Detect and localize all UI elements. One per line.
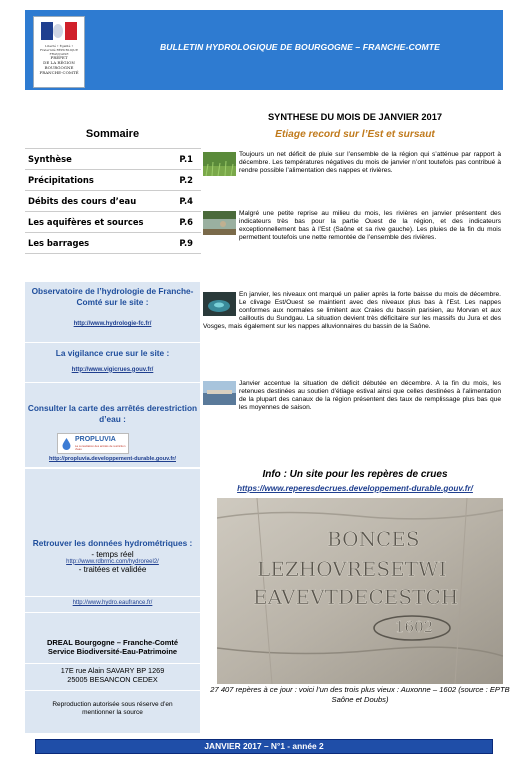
donnees-title: Retrouver les données hydrométriques : — [32, 538, 193, 548]
address-line-1: 17E rue Alain SAVARY BP 1269 — [60, 666, 165, 675]
donnees-box — [25, 538, 200, 597]
cave-water-thumbnail-icon — [203, 292, 236, 316]
donnees-realtime-label: - temps réel — [91, 549, 134, 559]
marianne-flag-icon — [41, 22, 77, 40]
flood-mark-stone-photo — [217, 498, 503, 684]
toc-item-synthese[interactable]: Synthèse P.1 — [25, 149, 201, 170]
toc-page-number: P.6 — [179, 217, 193, 227]
reproduction-box — [25, 701, 200, 725]
stone-inscription-line-3: EAVEVTDECESTCH — [253, 585, 459, 609]
toc-item-aquiferes[interactable]: Les aquifères et sources P.6 — [25, 212, 201, 233]
toc-page-number: P.4 — [179, 196, 193, 206]
paragraph-aquiferes: En janvier, les niveaux ont marqué un palier après la forte baisse du mois de décembre. Le clivage Est/Ouest se maintient avec des niveaux plus bas à l’Est. Les nappes conformes aux normales se limitent aux Craies du bassin parisien, au Morvan et aux cailloutis du Sundgau. La situation devient très déficitaire sur les massifs du Jura et des Vosges, mais également sur les nappes alluvionnaires du bassin de la Saône. — [203, 291, 501, 331]
dreal-name: DREAL Bourgogne – Franche-Comté — [46, 638, 179, 647]
vigilance-title: La vigilance crue sur le site : — [55, 348, 170, 358]
dreal-service: Service Biodiversité-Eau-Patrimoine — [47, 647, 178, 656]
paragraph-debits: Malgré une petite reprise au milieu du mois, les rivières en janvier présentent des indicateurs très bas pour la partie Ouest de la région, et des indicateurs exceptionnellement bas à l’Est (Saône et sa rive gauche). Les pluies de la fin du mois permettent toutefois une nette remontée de l’ensemble des rivières. — [203, 210, 501, 242]
vigicrues-link[interactable]: http://www.vigicrues.gouv.fr/ — [71, 366, 154, 373]
rdbrmc-link[interactable]: http://www.rdbrmc.com/hydroreel2/ — [66, 558, 159, 565]
arretes-title: Consulter la carte des arrêtés derestriction d’eau : — [27, 403, 198, 424]
toc-page-number: P.2 — [179, 175, 193, 185]
header-banner — [25, 10, 503, 90]
logo-motto: Liberté • Égalité • Fraternité RÉPUBLIQUE FRANÇAISE — [39, 44, 79, 56]
address-line-2: 25005 BESANCON CEDEX — [67, 675, 158, 684]
observatoire-box — [25, 284, 200, 343]
issue-footer: JANVIER 2017 – N°1 - année 2 — [35, 739, 493, 754]
toc-item-barrages[interactable]: Les barrages P.9 — [25, 233, 201, 254]
synthese-title: SYNTHESE DU MOIS DE JANVIER 2017 — [267, 112, 443, 122]
toc-item-debits[interactable]: Débits des cours d’eau P.4 — [25, 191, 201, 212]
paragraph-precipitations: Toujours un net déficit de pluie sur l’ensemble de la région qui s’atténue par rapport à décembre. Les températures négatives du mois de janvier n’ont toutefois pas contribué à rendre possible l’alimentation des nappes et rivières. — [203, 151, 501, 176]
propluvia-link-box — [25, 456, 200, 469]
propluvia-link[interactable]: http://propluvia.developpement-durable.gouv.fr/ — [48, 456, 176, 462]
donnees-validated-label: - traitées et validée — [78, 564, 147, 574]
observatoire-title: Observatoire de l’hydrologie de Franche-Comté sur le site : — [31, 286, 194, 307]
stone-inscription-line-2: LEZHOVRESETWI — [257, 557, 447, 581]
logo-prefet-text: PRÉFET DE LA RÉGION BOURGOGNE FRANCHE-COMTÉ — [39, 55, 79, 75]
bulletin-title: BULLETIN HYDROLOGIQUE DE BOURGOGNE – FRANCHE-COMTE — [159, 42, 440, 52]
observatoire-link[interactable]: http://www.hydrologie-fc.fr/ — [73, 321, 152, 327]
sommaire-heading: Sommaire — [85, 128, 140, 140]
propluvia-logo[interactable]: PROPLUVIA La consultation des arrêtés de restriction d'eau — [57, 433, 129, 454]
dreal-box — [25, 638, 200, 664]
prefet-logo — [33, 16, 85, 88]
hydro-eaufrance-link[interactable]: http://www.hydro.eaufrance.fr/ — [72, 600, 153, 606]
table-of-contents — [25, 148, 201, 254]
stone-inscription-line-1: BONCES — [327, 527, 420, 551]
droplet-icon — [60, 437, 73, 450]
river-thumbnail-icon — [203, 211, 236, 235]
stone-inscription-line-4: 1602 — [395, 618, 434, 636]
toc-page-number: P.1 — [179, 154, 193, 164]
info-title: Info : Un site pour les repères de crues — [262, 469, 448, 480]
toc-item-precipitations[interactable]: Précipitations P.2 — [25, 170, 201, 191]
dam-thumbnail-icon — [203, 381, 236, 405]
paragraph-barrages: Janvier accentue la situation de déficit débutée en décembre. A la fin du mois, les retenues destinées au soutien d’étiage estival ainsi que celles destinées à l’alimentation de la plupart des canaux de la région présentent des taux de remplissage plus bas que les moyennes de saison. — [203, 380, 501, 412]
vigilance-box — [25, 343, 200, 383]
reproduction-notice: Reproduction autorisée sous réserve d’en mentionner la source — [52, 701, 173, 716]
photo-caption: 27 407 repères à ce jour : voici l’un des trois plus vieux : Auxonne – 1602 (source : EPTB Saône et Doubs) — [210, 685, 510, 704]
hydro-link-box — [25, 598, 200, 613]
grass-thumbnail-icon — [203, 152, 236, 176]
synthese-subtitle: Etiage record sur l’Est et sursaut — [275, 129, 435, 140]
address-box — [25, 666, 200, 691]
toc-page-number: P.9 — [179, 238, 193, 248]
reperes-crues-link[interactable]: https://www.reperesdecrues.developpement-durable.gouv.fr/ — [237, 484, 473, 493]
